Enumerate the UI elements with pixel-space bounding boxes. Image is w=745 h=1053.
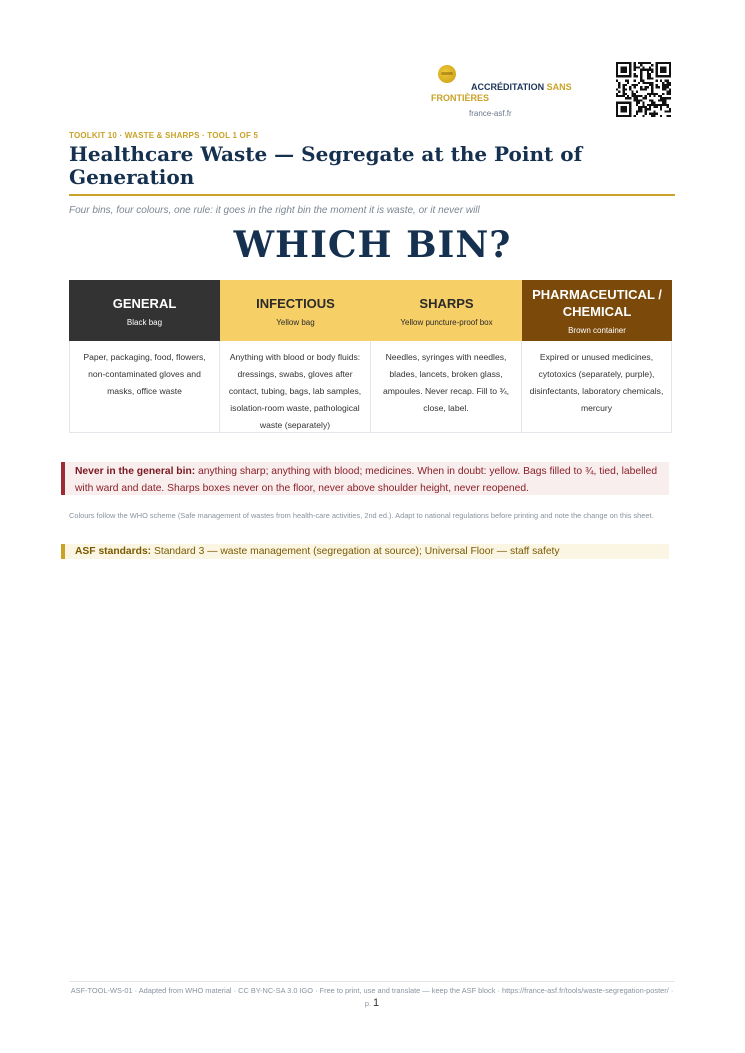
bin-container: Yellow puncture-proof box [400,317,493,327]
org-name [431,82,601,104]
warning-callout [61,462,669,495]
bin-name: INFECTIOUS [256,295,335,311]
bin-container: Yellow bag [276,317,315,327]
bin-container: Brown container [568,326,626,335]
standards-text: Standard 3 — waste management (segregation at source); Universal Floor — staff safety [151,546,560,557]
bin-contents-pharmaceutical: Expired or unused medicines, cytotoxics (separately, purple), disinfectants, laboratory chemicals, mercury [522,341,672,433]
org-name-part1: ACCRÉDITATION [471,82,547,92]
bin-contents-infectious: Anything with blood or body fluids: dressings, swabs, gloves after contact, tubing, bags, lab samples, isolation-room waste, pathological waste (separately) [220,341,371,433]
footer-divider [69,981,675,982]
subtitle: Four bins, four colours, one rule: it goes in the right bin the moment it is waste, or it never will [69,205,480,216]
bin-header-infectious [220,280,371,341]
qr-code-icon [616,62,671,117]
standards-label: ASF standards: [75,546,152,557]
bin-header-sharps [371,280,522,341]
bin-header-pharmaceutical [522,280,672,341]
bin-name: PHARMACEUTICAL / CHEMICAL [532,287,662,319]
bin-contents-general: Paper, packaging, food, flowers, non-contaminated gloves and masks, office waste [69,341,220,433]
kicker: TOOLKIT 10 · WASTE & SHARPS · TOOL 1 OF 5 [69,131,259,140]
footer [69,985,675,1010]
website-link[interactable]: france-asf.fr [469,109,512,118]
bin-header-general [69,280,220,341]
title-divider [69,194,675,196]
bin-contents-sharps: Needles, syringes with needles, blades, lancets, broken glass, ampoules. Never recap. Fill to ¾, close, label. [371,341,522,433]
asf-logo-icon [438,65,456,83]
page-title: Healthcare Waste — Segregate at the Point of Generation [69,142,583,189]
bin-name: GENERAL [112,295,177,311]
warning-text: anything sharp; anything with blood; medicines. When in doubt: yellow. Bags filled to ¾, tied, labelled with ward and date. Sharps boxes never on the floor, never above shoulder height, never reopened. [75,466,658,494]
page-number: 1 [373,997,380,1009]
headline: WHICH BIN? [233,224,512,266]
who-note: Colours follow the WHO scheme (Safe management of wastes from health-care activities, 2nd ed.). Adapt to national regulations before printing and note the change on this sheet. [69,511,654,520]
bin-name: SHARPS [419,295,474,311]
warning-label: Never in the general bin: [75,466,196,477]
org-name-part2: SANS FRONTIÈRES [431,82,572,103]
bin-container: Black bag [126,317,163,327]
bin-table [69,280,672,433]
standards-callout [61,544,669,559]
footer-text: ASF-TOOL-WS-01 · Adapted from WHO material · CC BY-NC-SA 3.0 IGO · Free to print, use and translate — keep the ASF block · https://france-asf.fr/tools/waste-segregation-poster/ · p. [70,986,674,1008]
